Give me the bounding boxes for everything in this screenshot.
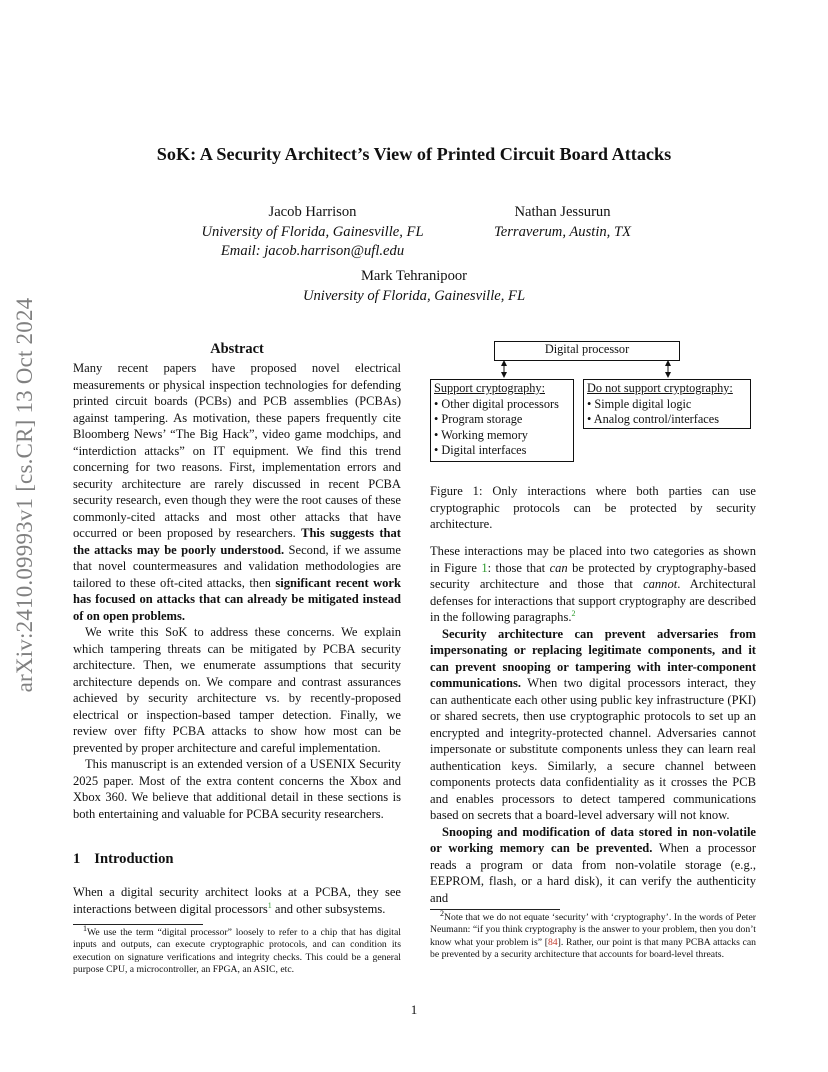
abstract-body	[73, 360, 401, 822]
support-crypto-item: • Other digital processors	[434, 396, 559, 411]
introduction-text	[73, 884, 401, 917]
right-column-body	[430, 543, 756, 906]
footnote-2	[430, 909, 756, 962]
author-affiliation: University of Florida, Gainesville, FL	[201, 223, 424, 240]
support-crypto-item: • Working memory	[434, 427, 528, 442]
arxiv-side-stamp	[10, 295, 40, 695]
author-affiliation: University of Florida, Gainesville, FL	[302, 287, 526, 304]
body-paragraph-3	[430, 824, 756, 907]
no-crypto-item: • Simple digital logic	[587, 396, 692, 411]
citation-link-84[interactable]: 84	[547, 936, 558, 948]
abstract-paragraph-2: We write this SoK to address these concerns. We explain which tampering threats can be mitigated by PCBA security architecture. Then, we enumerate assumptions that security architecture depends on. We compare and contrast assurances achieved by security architecture vs. by recently-proposed electrical or inspection-based tamper detection. Finally, we review over fifty PCBA attacks to show how most can be prevented by proper architecture and careful implementation.	[73, 625, 401, 755]
footnote-mark: 1	[83, 923, 87, 933]
abstract-heading: Abstract	[210, 341, 264, 357]
no-crypto-heading: Do not support cryptography:	[587, 381, 733, 395]
footnote-link-1[interactable]: 1	[267, 900, 272, 910]
figure-no-crypto-box	[583, 379, 751, 429]
figure-support-crypto-box	[430, 379, 574, 462]
footnote-text: We use the term “digital processor” loosely to refer to a chip that has digital inputs and outputs, can execute cryptographic protocols, and can condition its execution on signature verifications and integrity checks. This could be a general purpose CPU, a microcontroller, an FPGA, an ASIC, etc.	[73, 927, 401, 976]
footnote-text: ]. Rather, our point is that many PCBA attacks can be prevented by a security architecture that accounts for board-level threats.	[430, 936, 757, 961]
author-affiliation: Terraverum, Austin, TX	[493, 223, 632, 240]
author-name: Mark Tehranipoor	[360, 268, 468, 284]
footnote-1	[73, 924, 401, 977]
author-name: Nathan Jessurun	[514, 204, 611, 220]
author-name: Jacob Harrison	[268, 204, 357, 220]
paragraph-lead-bold: Security architecture can prevent adversaries from impersonating or replacing legitimate components, and it can prevent snooping or tampering with inter-component communications.	[430, 626, 756, 690]
section-heading-introduction	[73, 851, 174, 868]
body-text: : those that	[487, 560, 550, 575]
author-block-3	[264, 267, 564, 306]
abstract-text: Second, if we assume that novel countermeasures and validation methodologies are tailored to these oft-cited attacks, then	[73, 542, 402, 590]
footnote-text: Note that we do not equate ‘security’ with ‘cryptography’. In the words of Peter Neumann: “if you think cryptography is the answer to your problem, then you don’t know what your problem is” [	[430, 912, 756, 948]
footnote-rule	[430, 909, 560, 910]
footnote-1-text	[73, 923, 401, 977]
figure-digital-processor-box	[494, 341, 680, 361]
arxiv-identifier: arXiv:2410.09993v1 [cs.CR] 13 Oct 2024	[12, 297, 37, 693]
footnote-2-text	[430, 908, 757, 962]
abstract-paragraph-1	[73, 360, 401, 624]
body-text: . Architectural defenses for interactions that support cryptography are described in the following paragraphs.	[430, 577, 756, 624]
body-text: be protected by cryptography-based security architecture and those that	[430, 560, 756, 591]
body-paragraph-1	[430, 543, 756, 626]
support-crypto-item: • Program storage	[434, 412, 523, 426]
footnote-link-2[interactable]: 2	[571, 608, 576, 618]
figure-connector-arrows	[430, 359, 756, 379]
abstract-paragraph-3: This manuscript is an extended version of a USENIX Security 2025 paper. Most of the extra content concerns the Xbox and Xbox 360. We believe that additional detail in these sections is both entertaining and valuable for PCBA security researchers.	[73, 757, 401, 821]
digital-processor-label: Digital processor	[544, 342, 630, 356]
emphasis-can: can	[549, 560, 568, 575]
paper-title: SoK: A Security Architect’s View of Printed Circuit Board Attacks	[156, 144, 672, 164]
support-crypto-heading: Support cryptography:	[434, 381, 545, 395]
no-crypto-item: • Analog control/interfaces	[587, 412, 720, 426]
figure-1-caption: Figure 1: Only interactions where both parties can use cryptographic protocols can be protected by security architecture.	[430, 484, 756, 531]
abstract-bold-text: significant recent work has focused on attacks that can already be mitigated instead of on open problems.	[73, 575, 401, 623]
author-email: Email: jacob.harrison@ufl.edu	[220, 243, 405, 259]
body-text: These interactions may be placed into two categories as shown in Figure	[430, 544, 756, 575]
author-block-1	[180, 203, 445, 262]
figure-1-link[interactable]: 1	[481, 560, 488, 575]
body-text: When two digital processors interact, they can authenticate each other using public key infrastructure (PKI) or shared secrets, then use cryptographic protocols to set up an encrypted and integrity-protected channel. Adversaries cannot impersonate or substitute components unless they can learn real authentication keys. Similarly, a secure channel between components protects data confidentiality as it crosses the PCB and enables processors to detect tampered communications based on secrets that a board-level adversary will not know.	[430, 676, 756, 822]
abstract-bold-text: This suggests that the attacks may be poorly understood.	[73, 526, 401, 557]
abstract-text: Many recent papers have proposed novel electrical measurements or physical inspection technologies for defending printed circuit boards (PCBs) and PCB assemblies (PCBAs) against tampering. As motivation, these papers frequently cite Bloomberg News’ “The Big Hack”, video game modchips, and “interdiction attacks” on IT equipment. We find this trend concerning for two reasons. First, implementation errors and security architecture are rarely discussed in recent PCBA security research, even though they were the root causes of these commonly-cited attacks and most other attacks that have occurred or been proposed by researchers.	[73, 361, 401, 540]
footnote-rule	[73, 924, 203, 925]
paragraph-lead-bold: Snooping and modification of data stored in non-volatile or working memory can be prevented.	[430, 824, 756, 855]
body-text: When a processor reads a program or data from non-volatile storage (e.g., EEPROM, flash, or a hard disk), it can verify the authenticity and	[430, 841, 756, 905]
page-number: 1	[410, 1002, 418, 1017]
support-crypto-item: • Digital interfaces	[434, 443, 527, 457]
emphasis-cannot: cannot	[643, 577, 678, 591]
footnote-mark: 2	[440, 908, 444, 918]
intro-text: When a digital security architect looks at a PCBA, they see interactions between digital processors	[73, 885, 401, 916]
section-title: Introduction	[94, 851, 174, 867]
body-paragraph-2	[430, 626, 756, 824]
section-number: 1	[73, 851, 81, 867]
author-block-2	[470, 203, 655, 242]
intro-text: and other subsystems.	[271, 901, 386, 916]
